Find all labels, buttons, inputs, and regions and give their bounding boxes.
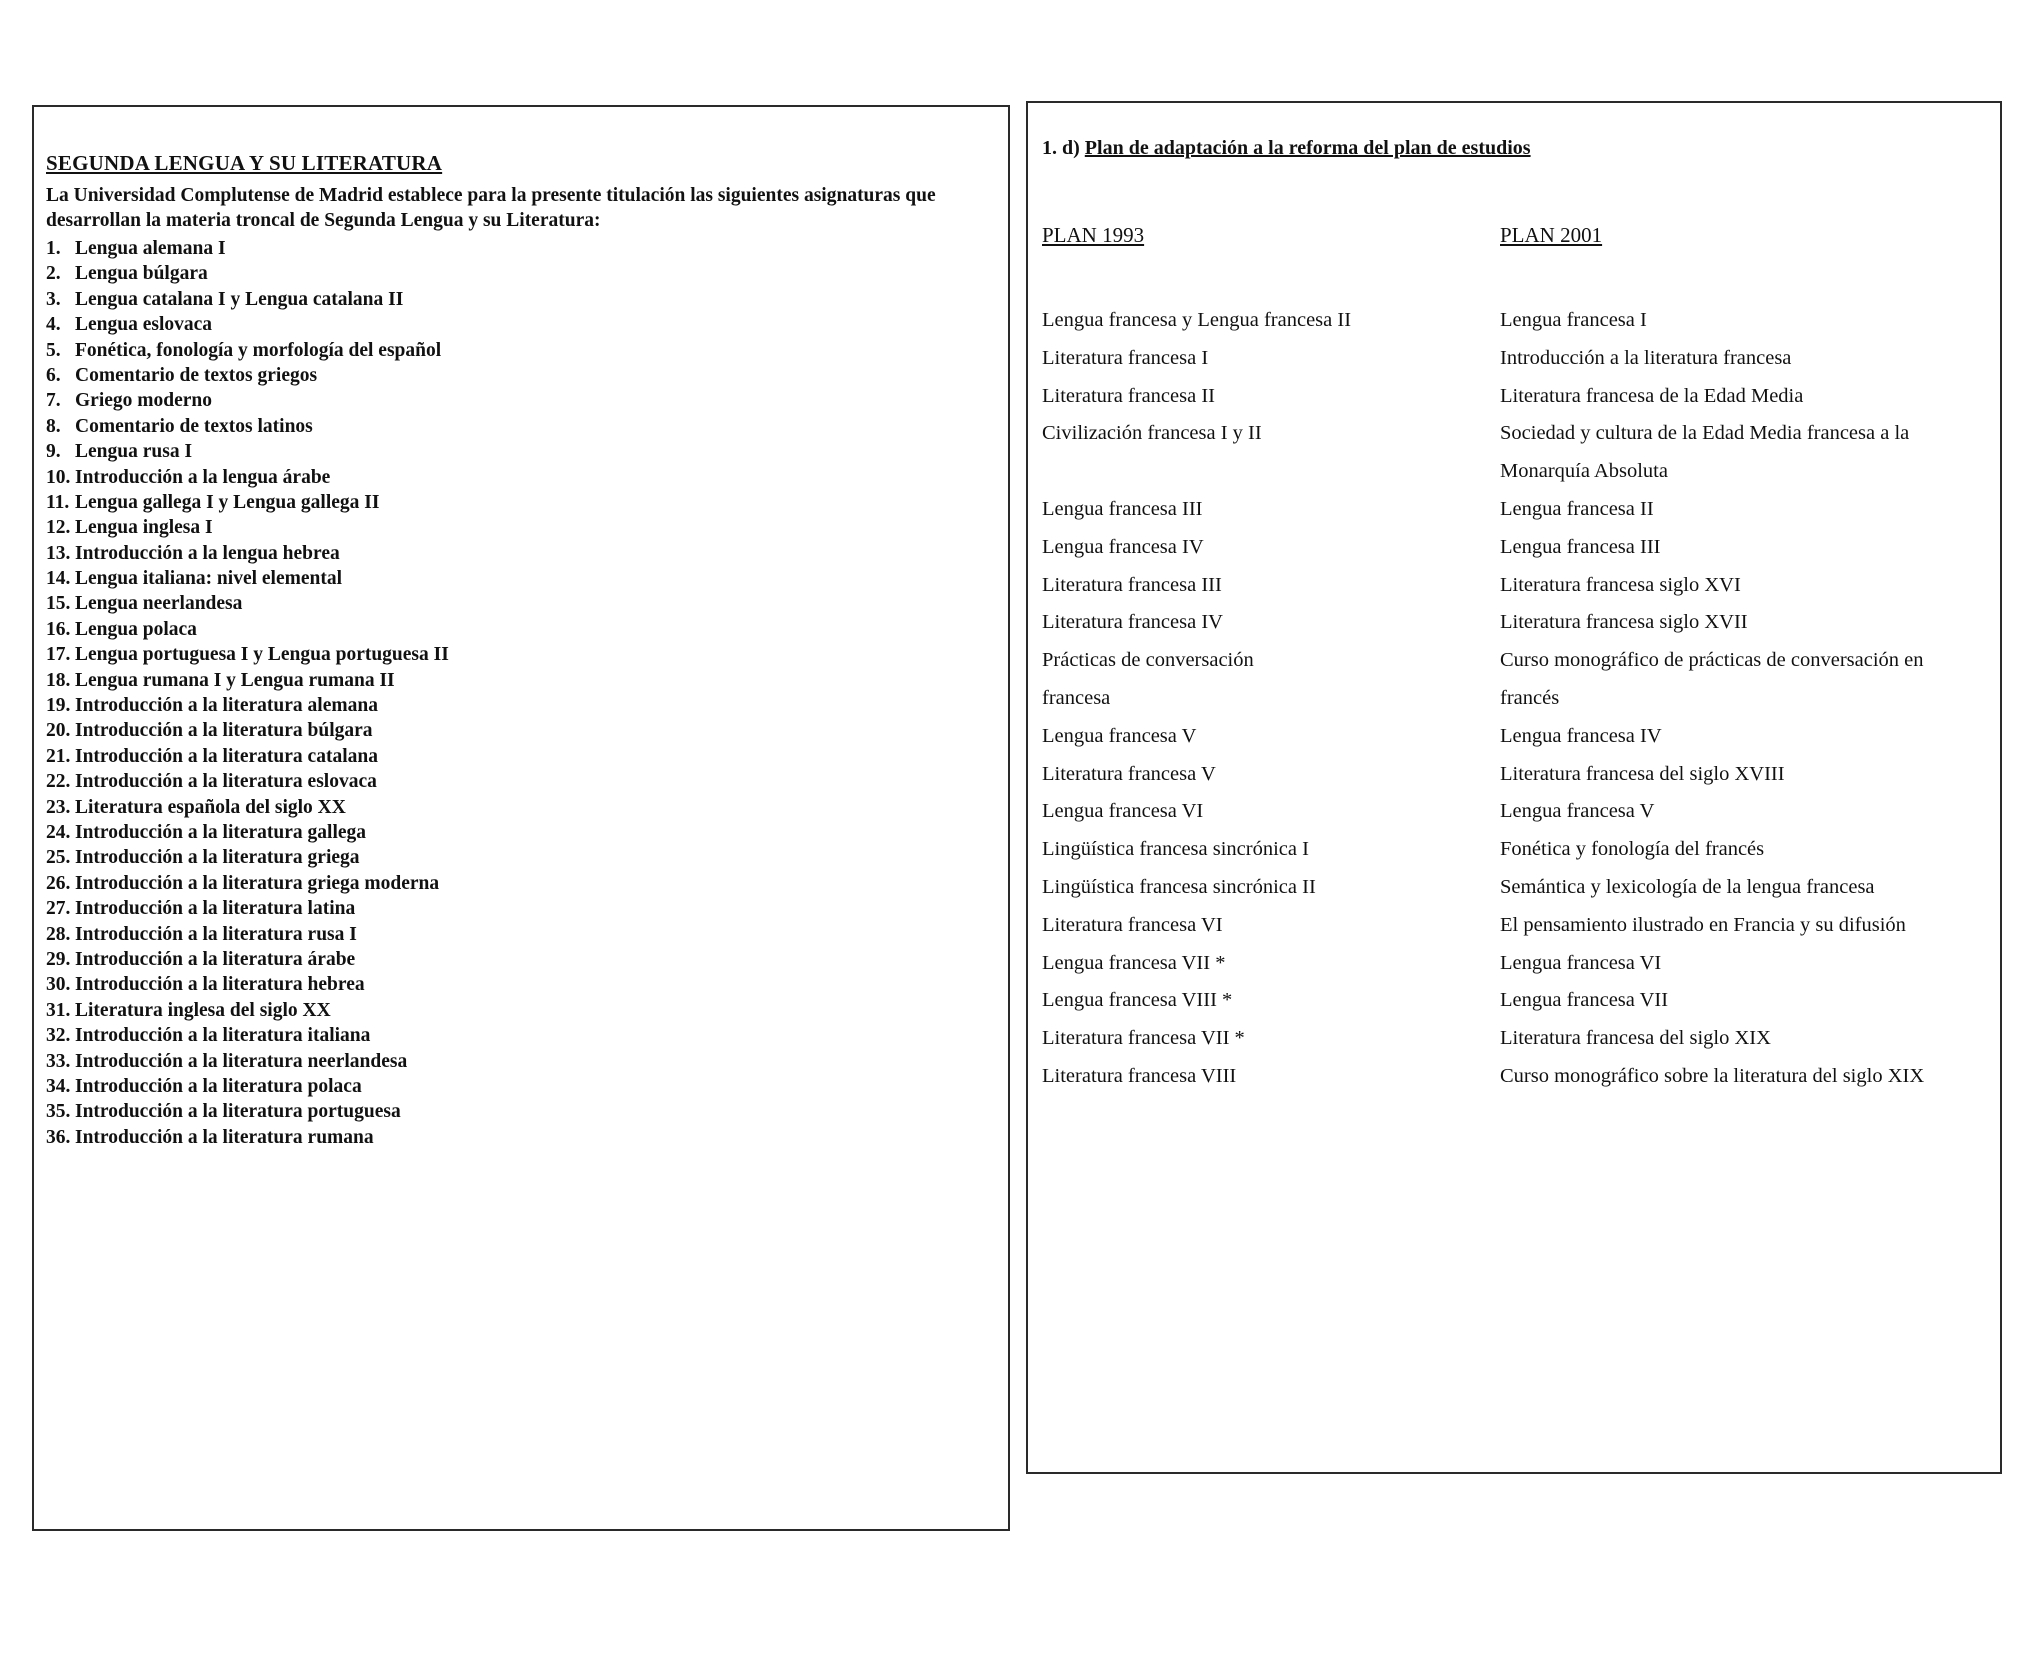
item-text: Fonética, fonología y morfología del español — [75, 339, 442, 361]
plan-2001-cell: Lengua francesa VII — [1500, 989, 1669, 1012]
list-item — [46, 922, 449, 947]
list-item — [46, 1099, 449, 1124]
item-text: Introducción a la lengua árabe — [75, 466, 331, 488]
item-text: Lengua polaca — [75, 618, 197, 640]
plan-1993-cell: Lengua francesa VII * — [1042, 951, 1226, 974]
item-number: 22. — [46, 771, 71, 793]
item-number: 5. — [46, 339, 61, 361]
plan-2001-cell: El pensamiento ilustrado en Francia y su difusión — [1500, 913, 1906, 936]
list-item — [46, 820, 449, 845]
item-text: Introducción a la literatura griega — [75, 847, 360, 869]
adaptation-heading — [1042, 137, 1531, 160]
plan-1993-cell: Lengua francesa VIII * — [1042, 989, 1233, 1012]
item-text: Lengua eslovaca — [75, 314, 213, 336]
item-text: Lengua rumana I y Lengua rumana II — [75, 669, 395, 691]
item-text: Literatura inglesa del siglo XX — [75, 999, 331, 1021]
item-text: Introducción a la literatura latina — [75, 898, 356, 920]
table-row — [1042, 1058, 1992, 1096]
item-number: 34. — [46, 1075, 71, 1097]
list-item — [46, 312, 449, 337]
plan-2001-cell: Monarquía Absoluta — [1500, 460, 1668, 483]
plan-2001-cell: Introducción a la literatura francesa — [1500, 346, 1792, 369]
plan-2001-cell: Semántica y lexicología de la lengua francesa — [1500, 875, 1875, 898]
list-item — [46, 363, 449, 388]
plan-1993-cell: Lingüística francesa sincrónica I — [1042, 838, 1309, 861]
item-number: 13. — [46, 542, 71, 564]
table-row — [1042, 604, 1992, 642]
plan-2001-cell: Literatura francesa siglo XVII — [1500, 611, 1748, 634]
subject-list — [46, 236, 449, 1150]
list-item — [46, 1074, 449, 1099]
table-row — [1042, 756, 1992, 794]
item-number: 2. — [46, 263, 61, 285]
item-number: 30. — [46, 974, 71, 996]
plan-mapping-table — [1042, 302, 1992, 1096]
list-item — [46, 236, 449, 261]
plan-1993-cell: Lingüística francesa sincrónica II — [1042, 875, 1316, 898]
table-row — [1042, 642, 1992, 680]
table-row — [1042, 907, 1992, 945]
item-text: Introducción a la literatura gallega — [75, 821, 367, 843]
item-number: 28. — [46, 923, 71, 945]
item-text: Lengua neerlandesa — [75, 593, 243, 615]
item-number: 14. — [46, 568, 71, 590]
section-title: SEGUNDA LENGUA Y SU LITERATURA — [46, 151, 443, 175]
table-row — [1042, 718, 1992, 756]
plan-1993-cell: Literatura francesa VIII — [1042, 1064, 1237, 1087]
list-item — [46, 287, 449, 312]
item-text: Lengua catalana I y Lengua catalana II — [75, 288, 404, 310]
item-text: Comentario de textos latinos — [75, 415, 313, 437]
item-number: 19. — [46, 695, 71, 717]
item-text: Introducción a la literatura neerlandesa — [75, 1050, 408, 1072]
plan-1993-cell: Literatura francesa III — [1042, 573, 1222, 596]
plan-1993-cell: Lengua francesa V — [1042, 724, 1197, 747]
item-number: 26. — [46, 872, 71, 894]
plan-1993-cell — [1042, 453, 1500, 491]
item-text: Lengua portuguesa I y Lengua portuguesa II — [75, 644, 449, 666]
list-item — [46, 541, 449, 566]
list-item — [46, 1023, 449, 1048]
item-text: Introducción a la literatura italiana — [75, 1025, 371, 1047]
list-item — [46, 947, 449, 972]
table-row — [1042, 982, 1992, 1020]
list-item — [46, 795, 449, 820]
item-number: 6. — [46, 364, 61, 386]
list-item — [46, 769, 449, 794]
item-number: 17. — [46, 644, 71, 666]
item-number: 36. — [46, 1126, 71, 1148]
plan-2001-cell: Literatura francesa siglo XVI — [1500, 573, 1741, 596]
plan-2001-cell: Sociedad y cultura de la Edad Media francesa a la — [1500, 422, 1910, 445]
list-item — [46, 972, 449, 997]
item-number: 32. — [46, 1025, 71, 1047]
table-row — [1042, 302, 1992, 340]
list-item — [46, 439, 449, 464]
table-row — [1042, 340, 1992, 378]
list-item — [46, 490, 449, 515]
plan-2001-cell: Fonética y fonología del francés — [1500, 838, 1765, 861]
list-item — [46, 388, 449, 413]
table-row — [1042, 680, 1992, 718]
item-text: Introducción a la literatura alemana — [75, 695, 378, 717]
plan-2001-cell: Lengua francesa V — [1500, 800, 1655, 823]
plan-2001-cell: Curso monográfico sobre la literatura del siglo XIX — [1500, 1064, 1925, 1087]
item-text: Comentario de textos griegos — [75, 364, 318, 386]
table-row — [1042, 1020, 1992, 1058]
list-item — [46, 642, 449, 667]
table-row — [1042, 793, 1992, 831]
list-item — [46, 1125, 449, 1150]
plan-2001-cell: francés — [1500, 686, 1560, 709]
table-row — [1042, 453, 1992, 491]
plan-1993-cell: Lengua francesa III — [1042, 497, 1203, 520]
list-item — [46, 693, 449, 718]
plan-1993-cell: Literatura francesa IV — [1042, 611, 1223, 634]
item-number: 33. — [46, 1050, 71, 1072]
intro-paragraph: La Universidad Complutense de Madrid establece para la presente titulación las siguientes asignaturas que desarrollan la materia troncal de Segunda Lengua y su Literatura: — [46, 185, 936, 231]
item-number: 29. — [46, 948, 71, 970]
item-text: Introducción a la literatura eslovaca — [75, 771, 377, 793]
item-number: 9. — [46, 441, 61, 463]
table-row — [1042, 415, 1992, 453]
plan-2001-cell: Lengua francesa II — [1500, 497, 1654, 520]
item-number: 7. — [46, 390, 61, 412]
item-text: Lengua gallega I y Lengua gallega II — [75, 491, 380, 513]
item-number: 21. — [46, 745, 71, 767]
plan-1993-cell: Civilización francesa I y II — [1042, 422, 1262, 445]
plan-1993-cell: Literatura francesa VI — [1042, 913, 1223, 936]
item-text: Introducción a la literatura catalana — [75, 745, 378, 767]
plan-1993-cell: Literatura francesa V — [1042, 762, 1216, 785]
item-text: Griego moderno — [75, 390, 213, 412]
item-text: Introducción a la literatura griega moderna — [75, 872, 440, 894]
item-number: 1. — [46, 238, 61, 259]
list-item — [46, 871, 449, 896]
right-panel — [1026, 101, 2002, 1474]
list-item — [46, 617, 449, 642]
list-item — [46, 845, 449, 870]
item-text: Introducción a la literatura búlgara — [75, 720, 373, 742]
item-text: Introducción a la literatura polaca — [75, 1075, 362, 1097]
item-text: Introducción a la lengua hebrea — [75, 542, 340, 564]
list-item — [46, 896, 449, 921]
item-number: 20. — [46, 720, 71, 742]
plan-1993-cell: francesa — [1042, 686, 1111, 709]
item-number: 12. — [46, 517, 71, 539]
list-item — [46, 668, 449, 693]
item-number: 25. — [46, 847, 71, 869]
item-number: 16. — [46, 618, 71, 640]
plan-2001-header: PLAN 2001 — [1500, 223, 1603, 247]
item-text: Lengua alemana I — [75, 238, 226, 259]
table-row — [1042, 945, 1992, 983]
item-number: 15. — [46, 593, 71, 615]
list-item — [46, 515, 449, 540]
plan-1993-cell: Literatura francesa VII * — [1042, 1027, 1245, 1050]
list-item — [46, 261, 449, 286]
table-row — [1042, 831, 1992, 869]
item-number: 23. — [46, 796, 71, 818]
heading-prefix: 1. d) — [1042, 137, 1080, 159]
item-text: Lengua búlgara — [75, 263, 208, 285]
table-row — [1042, 491, 1992, 529]
item-text: Lengua rusa I — [75, 441, 193, 463]
plan-1993-cell: Lengua francesa IV — [1042, 535, 1204, 558]
item-number: 3. — [46, 288, 61, 310]
item-text: Introducción a la literatura árabe — [75, 948, 356, 970]
item-text: Introducción a la literatura hebrea — [75, 974, 365, 996]
plan-1993-cell: Lengua francesa y Lengua francesa II — [1042, 309, 1352, 331]
plan-1993-cell: Literatura francesa I — [1042, 346, 1209, 369]
plan-2001-cell: Literatura francesa del siglo XVIII — [1500, 762, 1785, 785]
plan-2001-cell: Lengua francesa VI — [1500, 951, 1662, 974]
plan-2001-cell: Literatura francesa del siglo XIX — [1500, 1027, 1771, 1050]
item-text: Introducción a la literatura rumana — [75, 1126, 374, 1148]
item-text: Introducción a la literatura portuguesa — [75, 1101, 401, 1123]
list-item — [46, 591, 449, 616]
table-row — [1042, 869, 1992, 907]
list-item — [46, 718, 449, 743]
list-item — [46, 1049, 449, 1074]
item-text: Introducción a la literatura rusa I — [75, 923, 357, 945]
item-number: 24. — [46, 821, 71, 843]
heading-title: Plan de adaptación a la reforma del plan de estudios — [1084, 137, 1531, 159]
plan-2001-cell: Curso monográfico de prácticas de conversación en — [1500, 649, 1924, 672]
item-number: 11. — [46, 491, 70, 513]
list-item — [46, 998, 449, 1023]
table-row — [1042, 529, 1992, 567]
item-text: Lengua italiana: nivel elemental — [75, 568, 343, 590]
plan-1993-header: PLAN 1993 — [1042, 223, 1145, 247]
list-item — [46, 338, 449, 363]
item-number: 10. — [46, 466, 71, 488]
table-row — [1042, 567, 1992, 605]
plan-1993-cell: Prácticas de conversación — [1042, 649, 1254, 672]
table-row — [1042, 378, 1992, 416]
item-number: 27. — [46, 898, 71, 920]
plan-2001-cell: Lengua francesa III — [1500, 535, 1661, 558]
item-number: 8. — [46, 415, 61, 437]
item-text: Lengua inglesa I — [75, 517, 213, 539]
plan-2001-cell: Literatura francesa de la Edad Media — [1500, 384, 1804, 407]
item-text: Literatura española del siglo XX — [75, 796, 346, 818]
item-number: 4. — [46, 314, 61, 336]
item-number: 35. — [46, 1101, 71, 1123]
plan-1993-cell: Literatura francesa II — [1042, 384, 1215, 407]
plan-1993-cell: Lengua francesa VI — [1042, 800, 1204, 823]
plan-2001-cell: Lengua francesa IV — [1500, 724, 1662, 747]
list-item — [46, 566, 449, 591]
plan-2001-cell: Lengua francesa I — [1500, 309, 1647, 331]
left-panel — [32, 105, 1010, 1531]
list-item — [46, 414, 449, 439]
item-number: 31. — [46, 999, 71, 1021]
list-item — [46, 744, 449, 769]
list-item — [46, 465, 449, 490]
item-number: 18. — [46, 669, 71, 691]
